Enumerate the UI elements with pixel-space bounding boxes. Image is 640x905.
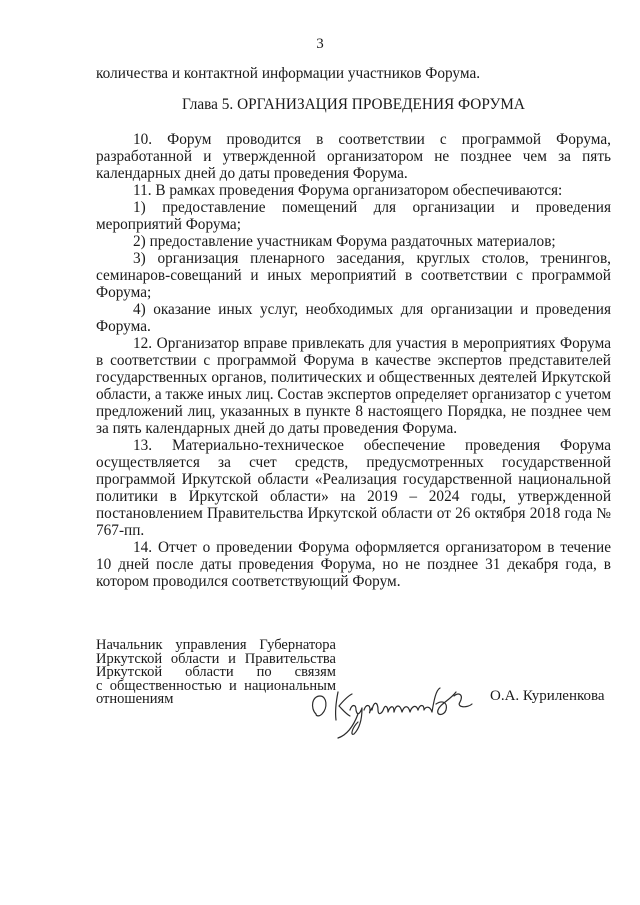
page-number: 3	[316, 36, 324, 52]
chapter-body	[96, 131, 611, 590]
paragraph-11-item-1: 1) предоставление помещений для организации и проведения мероприятий Форума;	[96, 199, 611, 233]
paragraph-13: 13. Материально-техническое обеспечение проведения Форума осуществляется за счет средств, предусмотренных государственной программой Иркутской области «Реализация государственной национальной политики в Иркутской области» на 2019 – 2024 годы, утвержденной постановлением Правительства Иркутской области от 26 октября 2018 года № 767-пп.	[96, 437, 611, 539]
chapter-title: Глава 5. ОРГАНИЗАЦИЯ ПРОВЕДЕНИЯ ФОРУМА	[182, 96, 525, 113]
handwritten-signature	[308, 670, 488, 740]
position-line: с общественностью и национальным	[96, 677, 336, 694]
paragraph-11-item-2: 2) предоставление участникам Форума раздаточных материалов;	[133, 233, 556, 250]
position-line: отношениям	[96, 691, 174, 707]
position-line: Иркутской области по связям	[96, 664, 336, 680]
paragraph-11: 11. В рамках проведения Форума организатором обеспечиваются:	[133, 182, 563, 199]
signatory-position	[96, 639, 336, 707]
paragraph-11-item-4: 4) оказание иных услуг, необходимых для организации и проведения Форума.	[96, 301, 611, 335]
signer-name: О.А. Куриленкова	[490, 688, 605, 704]
intro-continuation: количества и контактной информации участников Форума.	[96, 65, 481, 82]
position-line: Иркутской области и Правительства	[96, 650, 336, 667]
position-line: Начальник управления Губернатора	[96, 637, 336, 653]
paragraph-12: 12. Организатор вправе привлекать для участия в мероприятиях Форума в соответствии с программой Форума в качестве экспертов представителей государственных органов, политических и общественных деятелей Иркутской области, а также иных лиц. Состав экспертов определяет организатор с учетом предложений лиц, указанных в пункте 8 настоящего Порядка, не позднее чем за пять календарных дней до даты проведения Форума.	[96, 335, 611, 437]
paragraph-14: 14. Отчет о проведении Форума оформляется организатором в течение 10 дней после даты проведения Форума, но не позднее 31 декабря года, в котором проводился соответствующий Форум.	[96, 539, 611, 590]
paragraph-10: 10. Форум проводится в соответствии с программой Форума, разработанной и утвержденной организатором не позднее чем за пять календарных дней до даты проведения Форума.	[96, 131, 611, 182]
paragraph-11-item-3: 3) организация пленарного заседания, круглых столов, тренингов, семинаров-совещаний и иных мероприятий в соответствии с программой Форума;	[96, 250, 611, 301]
